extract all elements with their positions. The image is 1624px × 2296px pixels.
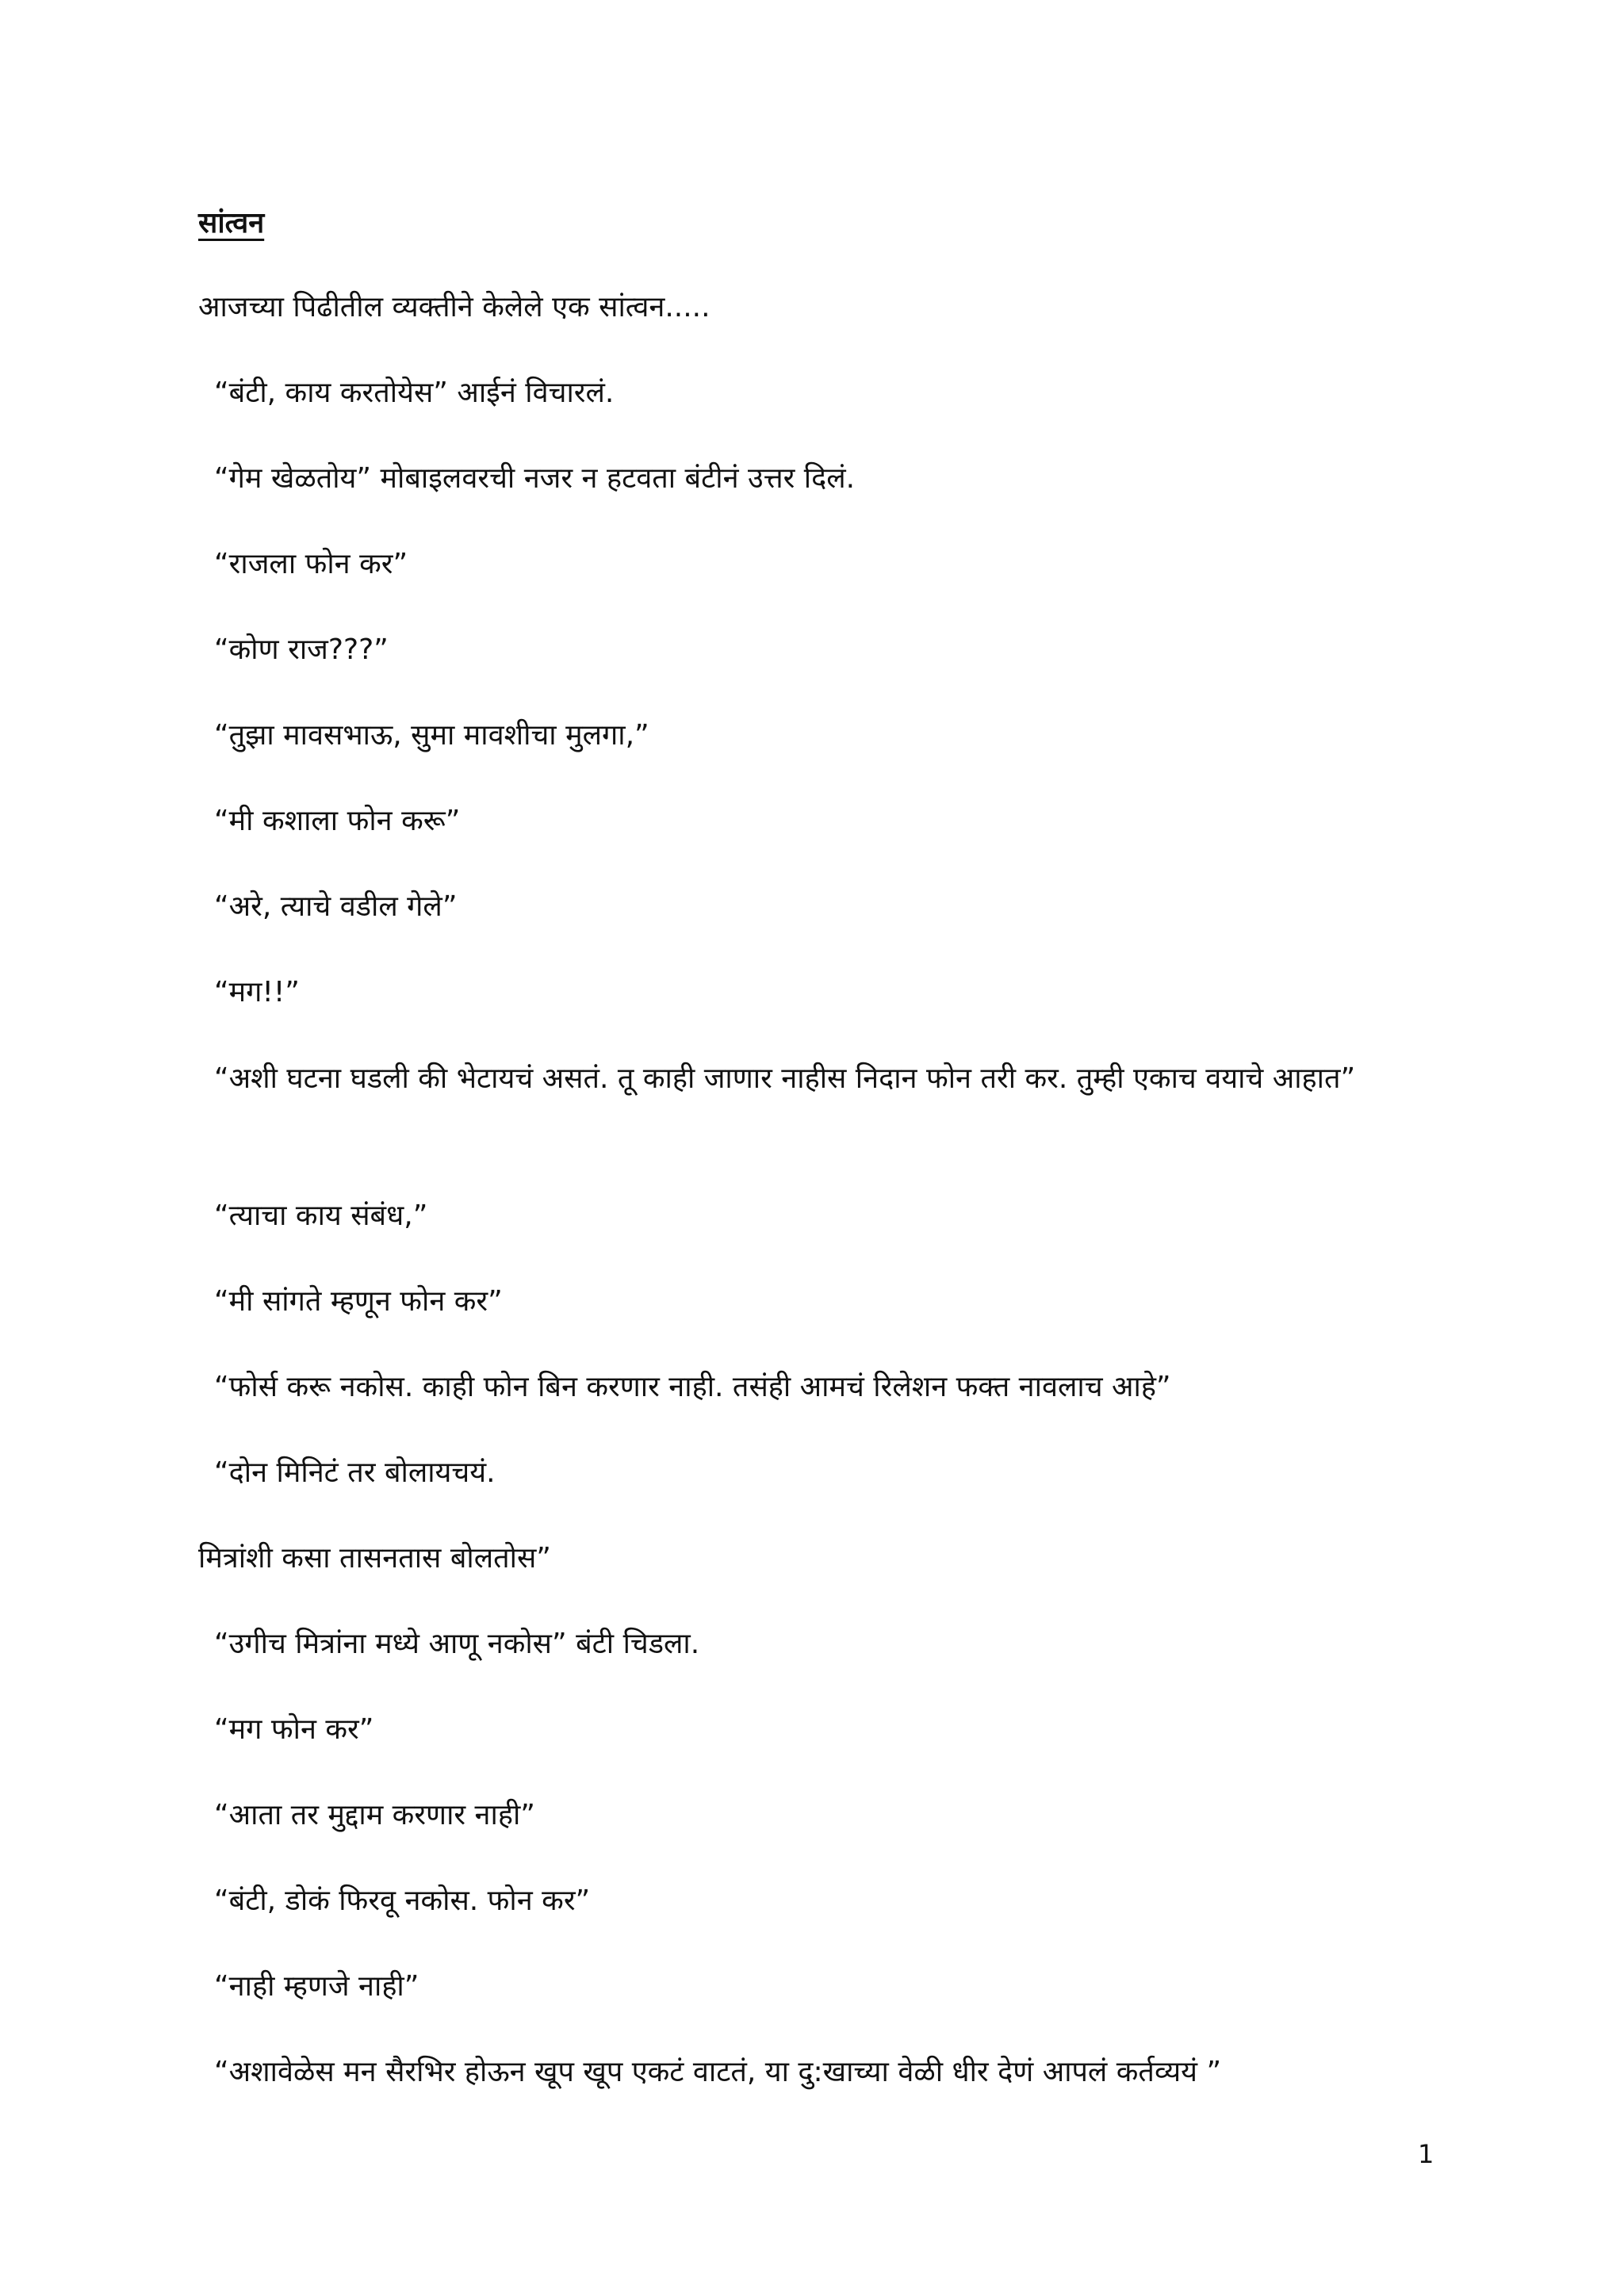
dialogue-line: “दोन मिनिटं तर बोलायचयं. — [214, 1456, 496, 1489]
dialogue-line-continued: मित्रांशी कसा तासनतास बोलतोस” — [198, 1542, 551, 1575]
dialogue-line: “आता तर मुद्दाम करणार नाही” — [214, 1799, 535, 1831]
dialogue-line: “अशावेळेस मन सैरभिर होऊन खूप खूप एकटं वाटतं, या दु:खाच्या वेळी धीर देणं आपलं कर्तव्ययं ” — [214, 2056, 1222, 2088]
paragraph-intro: आजच्या पिढीतील व्यक्तीने केलेले एक सांत्वन..... — [198, 291, 710, 323]
dialogue-line: “फोर्स करू नकोस. काही फोन बिन करणार नाही. तसंही आमचं रिलेशन फक्त नावलाच आहे” — [214, 1371, 1171, 1403]
dialogue-line-wrapped: “अशी घटना घडली की भेटायचं असतं. तू काही जाणार नाहीस निदान फोन तरी कर. तुम्ही एकाच वयाचे आहात” — [214, 1062, 1356, 1095]
page-title: सांत्वन — [198, 207, 265, 239]
dialogue-line: “मी सांगते म्हणून फोन कर” — [214, 1285, 503, 1318]
dialogue-line: “नाही म्हणजे नाही” — [214, 1970, 419, 2003]
dialogue-line: “मग फोन कर” — [214, 1713, 374, 1746]
dialogue-line: “अरे, त्याचे वडील गेले” — [214, 890, 458, 923]
dialogue-line: “त्याचा काय संबंध,” — [214, 1200, 428, 1232]
dialogue-line: “मग!!” — [214, 976, 300, 1008]
page-number: 1 — [1418, 2139, 1434, 2169]
dialogue-line: “बंटी, डोकं फिरवू नकोस. फोन कर” — [214, 1885, 591, 1917]
dialogue-line: “उगीच मित्रांना मध्ये आणू नकोस” बंटी चिडला. — [214, 1628, 700, 1660]
dialogue-line: “कोण राज???” — [214, 633, 389, 666]
dialogue-line: “मी कशाला फोन करू” — [214, 805, 461, 837]
dialogue-line: “बंटी, काय करतोयेस” आईनं विचारलं. — [214, 377, 615, 409]
dialogue-line: “तुझा मावसभाऊ, सुमा मावशीचा मुलगा,” — [214, 719, 649, 752]
dialogue-line: “गेम खेळतोय” मोबाइलवरची नजर न हटवता बंटीनं उत्तर दिलं. — [214, 462, 856, 495]
dialogue-line: “राजला फोन कर” — [214, 548, 408, 580]
